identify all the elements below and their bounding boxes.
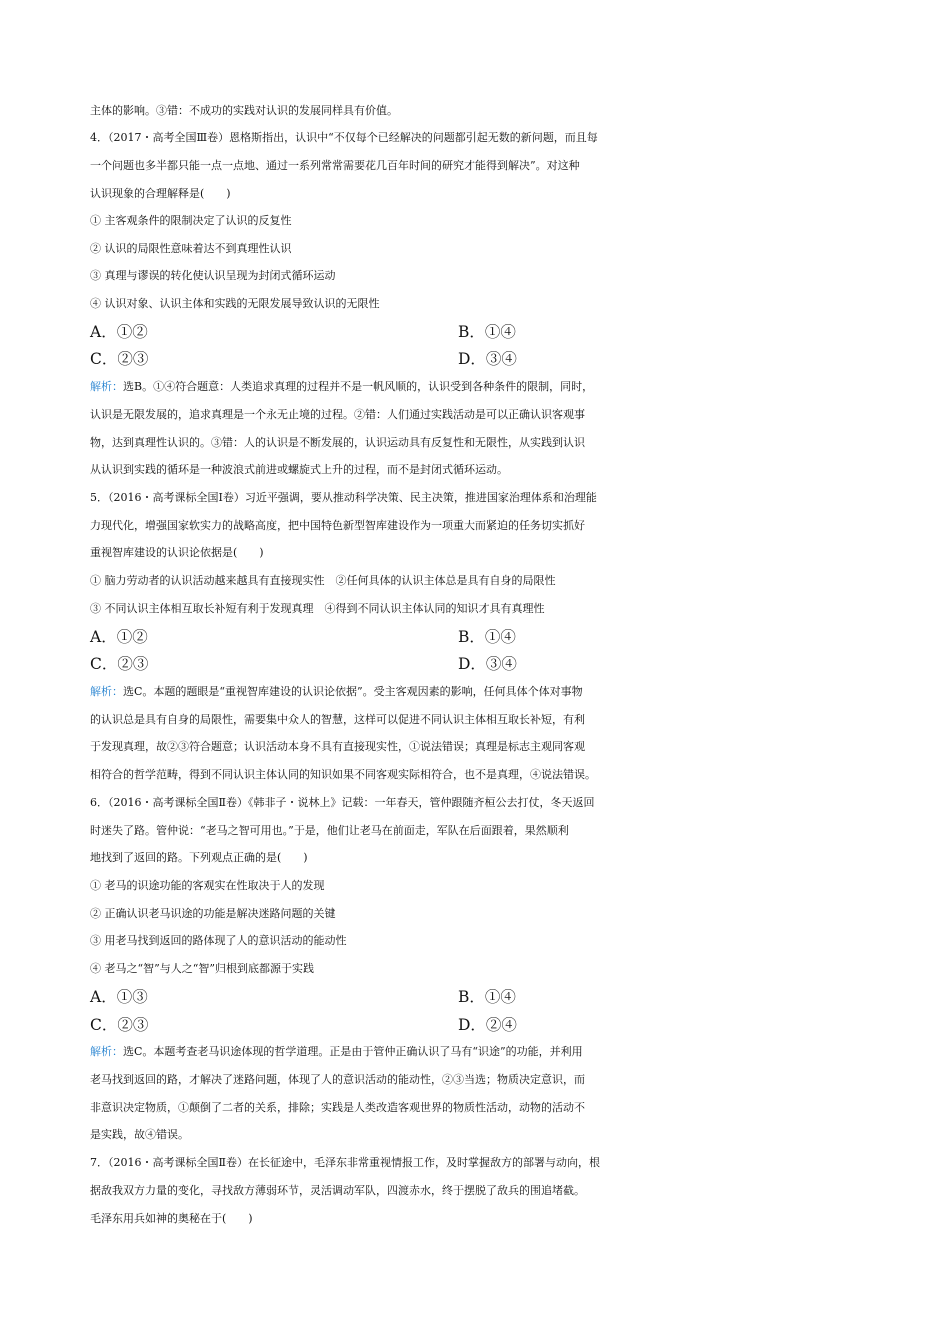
analysis-text: 选C。本题考查老马识途体现的哲学道理。正是由于管仲正确认识了马有“识途”的功能，并利用	[123, 1045, 583, 1058]
q4-item-1: ① 主客观条件的限制决定了认识的反复性	[90, 214, 292, 227]
q5-stem-line-3: 重视智库建设的认识论依据是( )	[90, 546, 264, 559]
q6-choice-c: C．②③	[90, 1016, 149, 1034]
q6-choice-a: A．①③	[90, 988, 148, 1006]
q4-choice-c: C．②③	[90, 350, 149, 368]
analysis-label: 解析：	[90, 380, 123, 393]
q7-stem-line-3: 毛泽东用兵如神的奥秘在于( )	[90, 1212, 253, 1225]
q4-analysis-line-4: 从认识到实践的循环是一种波浪式前进或螺旋式上升的过程，而不是封闭式循环运动。	[90, 463, 508, 476]
q4-choice-a: A．①②	[90, 323, 148, 341]
q4-item-4: ④ 认识对象、认识主体和实践的无限发展导致认识的无限性	[90, 297, 380, 310]
q6-item-4: ④ 老马之“智”与人之“智”归根到底都源于实践	[90, 962, 314, 975]
q6-analysis-line-3: 非意识决定物质，①颠倒了二者的关系，排除；实践是人类改造客观世界的物质性活动，动物的活动不	[90, 1101, 585, 1114]
q7-stem-line-2: 据敌我双方力量的变化，寻找敌方薄弱环节，灵活调动军队，四渡赤水，终于摆脱了敌兵的围追堵截。	[90, 1184, 585, 1197]
q4-item-2: ② 认识的局限性意味着达不到真理性认识	[90, 242, 292, 255]
q5-analysis-line-4: 相符合的哲学范畴，得到不同认识主体认同的知识如果不同客观实际相符合，也不是真理，④说法错误。	[90, 768, 596, 781]
q4-analysis-line-3: 物，达到真理性认识的。③错：人的认识是不断发展的，认识运动具有反复性和无限性，从实践到认识	[90, 436, 585, 449]
q5-choice-a: A．①②	[90, 628, 148, 646]
q4-analysis-line-1	[90, 377, 870, 397]
q5-stem-line-1: 5．（2016・高考课标全国Ⅰ卷）习近平强调，要从推动科学决策、民主决策，推进国家治理体系和治理能	[90, 491, 597, 504]
q6-choice-d: D．②④	[458, 1016, 517, 1034]
q6-stem-line-2: 时迷失了路。管仲说：“老马之智可用也。”于是，他们让老马在前面走，军队在后面跟着，果然顺利	[90, 824, 569, 837]
q6-item-3: ③ 用老马找到返回的路体现了人的意识活动的能动性	[90, 934, 347, 947]
q4-choice-b: B．①④	[458, 323, 516, 341]
q5-stem-line-2: 力现代化，增强国家软实力的战略高度，把中国特色新型智库建设作为一项重大而紧迫的任务切实抓好	[90, 519, 585, 532]
q6-item-1: ① 老马的识途功能的客观实在性取决于人的发现	[90, 879, 325, 892]
analysis-text: 选C。本题的题眼是“重视智库建设的认识论依据”。受主客观因素的影响，任何具体个体对事物	[123, 685, 583, 698]
q5-choice-d: D．③④	[458, 655, 517, 673]
q4-item-3: ③ 真理与谬误的转化使认识呈现为封闭式循环运动	[90, 269, 336, 282]
intro-line: 主体的影响。③错：不成功的实践对认识的发展同样具有价值。	[90, 104, 398, 117]
q6-item-2: ② 正确认识老马识途的功能是解决迷路问题的关键	[90, 907, 336, 920]
q5-choice-b: B．①④	[458, 628, 516, 646]
q6-stem-line-3: 地找到了返回的路。下列观点正确的是( )	[90, 851, 308, 864]
q5-items-line-1: ① 脑力劳动者的认识活动越来越具有直接现实性 ②任何具体的认识主体总是具有自身的局限性	[90, 574, 556, 587]
analysis-text: 选B。①④符合题意：人类追求真理的过程并不是一帆风顺的，认识受到各种条件的限制，同时，	[123, 380, 594, 393]
q6-stem-line-1: 6．（2016・高考课标全国Ⅱ卷）《韩非子・说林上》记载：一年春天，管仲跟随齐桓公去打仗，冬天返回	[90, 796, 595, 809]
q6-choice-b: B．①④	[458, 988, 516, 1006]
q4-stem-line-2: 一个问题也多半都只能一点一点地、通过一系列常常需要花几百年时间的研究才能得到解决”。对这种	[90, 159, 580, 172]
q4-stem-line-1: 4．（2017・高考全国Ⅲ卷）恩格斯指出，认识中“不仅每个已经解决的问题都引起无数的新问题，而且每	[90, 131, 598, 144]
analysis-label: 解析：	[90, 685, 123, 698]
q6-analysis-line-2: 老马找到返回的路，才解决了迷路问题，体现了人的意识活动的能动性，②③当选；物质决定意识，而	[90, 1073, 585, 1086]
analysis-label: 解析：	[90, 1045, 123, 1058]
q7-stem-line-1: 7．（2016・高考课标全国Ⅱ卷）在长征途中，毛泽东非常重视情报工作，及时掌握敌方的部署与动向，根	[90, 1156, 600, 1169]
q6-analysis-line-4: 是实践，故④错误。	[90, 1128, 189, 1141]
q5-analysis-line-1	[90, 682, 870, 702]
q4-choice-d: D．③④	[458, 350, 517, 368]
q6-analysis-line-1	[90, 1042, 870, 1062]
q4-analysis-line-2: 认识是无限发展的，追求真理是一个永无止境的过程。②错：人们通过实践活动是可以正确认识客观事	[90, 408, 585, 421]
q5-items-line-2: ③ 不同认识主体相互取长补短有利于发现真理 ④得到不同认识主体认同的知识才具有真理性	[90, 602, 545, 615]
q5-analysis-line-3: 于发现真理，故②③符合题意；认识活动本身不具有直接现实性，①说法错误；真理是标志主观同客观	[90, 740, 585, 753]
q4-stem-line-3: 认识现象的合理解释是( )	[90, 187, 231, 200]
q5-analysis-line-2: 的认识总是具有自身的局限性，需要集中众人的智慧，这样可以促进不同认识主体相互取长补短，有利	[90, 713, 585, 726]
q5-choice-c: C．②③	[90, 655, 149, 673]
